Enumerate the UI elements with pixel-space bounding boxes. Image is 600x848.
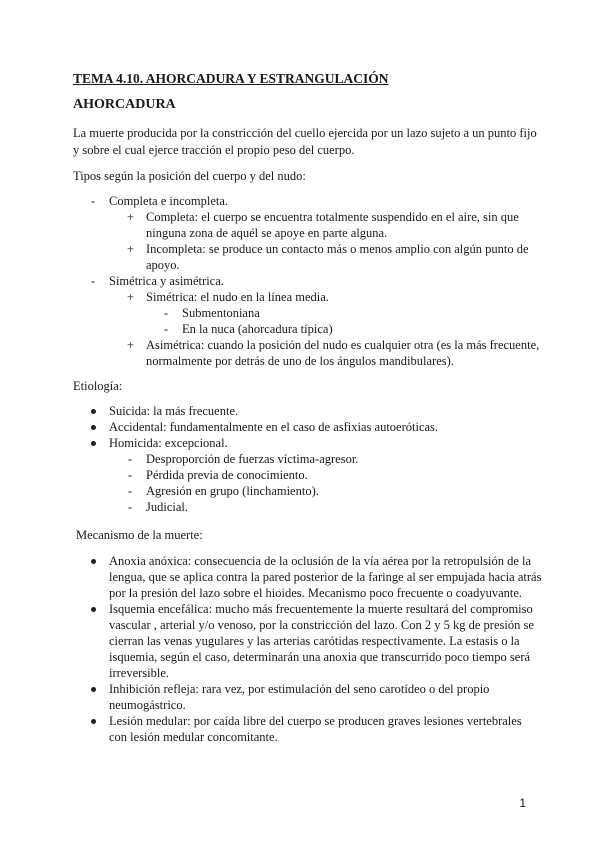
dash-marker: - bbox=[164, 322, 169, 336]
mecanismo-isquemia-line: vascular , arterial y/o venoso, por la constricción del lazo. Con 2 y 5 kg de presión se bbox=[109, 618, 534, 632]
bullet-icon bbox=[91, 425, 96, 430]
dash-marker: - bbox=[164, 306, 169, 320]
plus-marker: + bbox=[127, 242, 135, 256]
list-item-nuca: En la nuca (ahorcadura típica) bbox=[182, 322, 333, 336]
mecanismo-isquemia-line: isquemia, según el caso, determinarán una anoxia que transcurrido poco tiempo será bbox=[109, 650, 531, 664]
plus-marker: + bbox=[127, 290, 135, 304]
section-heading: AHORCADURA bbox=[73, 97, 176, 112]
tipos-heading: Tipos según la posición del cuerpo y del nudo: bbox=[73, 169, 306, 183]
mecanismo-anoxia-line: lengua, que se aplica contra la pared posterior de la faringe al ser empujada hacia atrás bbox=[109, 570, 542, 584]
definition-line-2: y sobre el cual ejerce tracción el propio peso del cuerpo. bbox=[73, 143, 355, 157]
list-item-simetrica-asimetrica: Simétrica y asimétrica. bbox=[109, 274, 224, 288]
dash-marker: - bbox=[128, 468, 133, 482]
list-item-simetrica: Simétrica: el nudo en la línea media. bbox=[146, 290, 329, 304]
list-item-accidental: Accidental: fundamentalmente en el caso de asfixias autoeróticas. bbox=[109, 420, 439, 434]
list-item-homicida-sub: Judicial. bbox=[146, 500, 189, 514]
plus-marker: + bbox=[127, 210, 135, 224]
plus-marker: + bbox=[127, 338, 135, 352]
list-item-asimetrica-1: Asimétrica: cuando la posición del nudo es cualquier otra (es la más frecuente, bbox=[146, 338, 540, 352]
list-item-homicida-sub: Agresión en grupo (linchamiento). bbox=[146, 484, 319, 498]
definition-line-1: La muerte producida por la constricción del cuello ejercida por un lazo sujeto a un punto fijo bbox=[73, 126, 537, 140]
list-item-completa-1: Completa: el cuerpo se encuentra totalmente suspendido en el aire, sin que bbox=[146, 210, 519, 224]
page-number: 1 bbox=[519, 796, 526, 810]
etiologia-heading: Etiología: bbox=[73, 379, 123, 393]
dash-marker: - bbox=[128, 484, 133, 498]
bullet-icon bbox=[91, 441, 96, 446]
mecanismo-lesion-line: Lesión medular: por caída libre del cuerpo se producen graves lesiones vertebrales bbox=[109, 714, 522, 728]
list-item-incompleta-1: Incompleta: se produce un contacto más o menos amplio con algún punto de bbox=[146, 242, 529, 256]
list-item-homicida-sub: Pérdida previa de conocimiento. bbox=[146, 468, 308, 482]
bullet-icon bbox=[91, 607, 96, 612]
dash-marker: - bbox=[128, 500, 133, 514]
mecanismo-anoxia-line: por la presión del lazo sobre el hioides. Mecanismo poco frecuente o coadyuvante. bbox=[109, 586, 523, 600]
dash-marker: - bbox=[128, 452, 133, 466]
mecanismo-lesion-line: con lesión medular concomitante. bbox=[109, 730, 278, 744]
dash-marker: - bbox=[91, 194, 96, 208]
list-item-completa-2: ninguna zona de aquél se apoye en parte alguna. bbox=[146, 226, 388, 240]
list-item-homicida: Homicida: excepcional. bbox=[109, 436, 228, 450]
mecanismo-heading: Mecanismo de la muerte: bbox=[76, 528, 203, 542]
bullet-icon bbox=[91, 719, 96, 724]
mecanismo-isquemia-line: Isquemia encefálica: mucho más frecuentemente la muerte resultará del compromiso bbox=[109, 602, 533, 616]
list-item-incompleta-2: apoyo. bbox=[146, 258, 180, 272]
dash-marker: - bbox=[91, 274, 96, 288]
list-item-homicida-sub: Desproporción de fuerzas víctima-agresor. bbox=[146, 452, 359, 466]
list-item-asimetrica-2: normalmente por detrás de uno de los ángulos mandibulares). bbox=[146, 354, 454, 368]
list-item-submentoniana: Submentoniana bbox=[182, 306, 260, 320]
document-title: TEMA 4.10. AHORCADURA Y ESTRANGULACIÓN bbox=[73, 71, 389, 86]
mecanismo-isquemia-line: cierran las venas yugulares y las arterias carótidas respectivamente. La estasis o la bbox=[109, 634, 520, 648]
mecanismo-inhibicion-line: neumogástrico. bbox=[109, 698, 186, 712]
list-item-suicida: Suicida: la más frecuente. bbox=[109, 404, 239, 418]
mecanismo-inhibicion-line: Inhibición refleja: rara vez, por estimulación del seno carotídeo o del propio bbox=[109, 682, 490, 696]
mecanismo-isquemia-line: irreversible. bbox=[109, 666, 170, 680]
list-item-completa-incompleta: Completa e incompleta. bbox=[109, 194, 229, 208]
bullet-icon bbox=[91, 687, 96, 692]
bullet-icon bbox=[91, 559, 96, 564]
mecanismo-anoxia-line: Anoxia anóxica: consecuencia de la oclusión de la vía aérea por la retropulsión de la bbox=[109, 554, 532, 568]
bullet-icon bbox=[91, 409, 96, 414]
